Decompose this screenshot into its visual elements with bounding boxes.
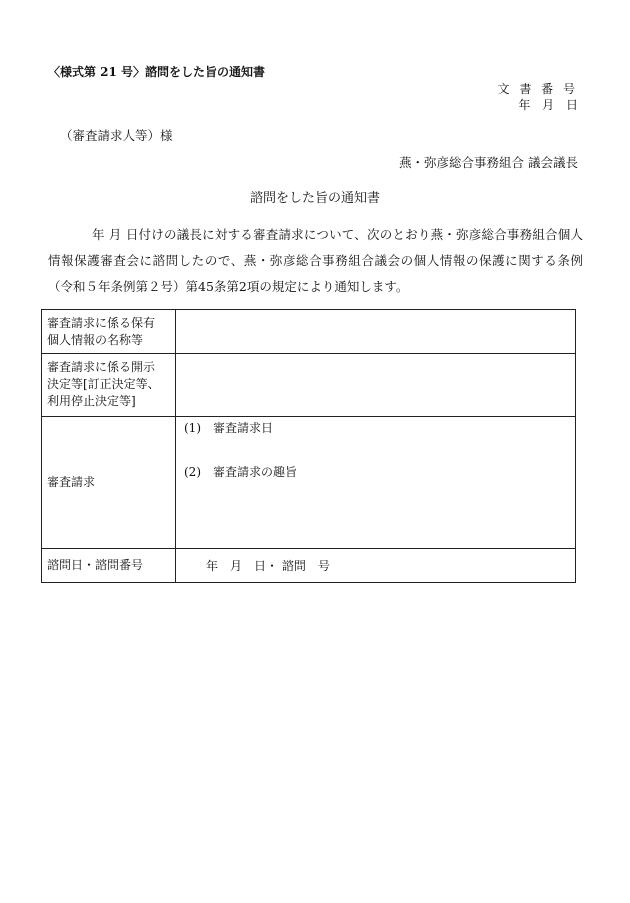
disclosure-decision-label-cell xyxy=(42,354,176,417)
document-date-label: 年 月 日 xyxy=(518,98,578,112)
table-row-disclosure-decision xyxy=(42,354,576,417)
personal-info-value-cell xyxy=(176,310,576,354)
notice-table xyxy=(41,309,576,583)
table-row-review-request xyxy=(42,417,576,549)
form-number-label: 〈様式第 21 号〉諮問をした旨の通知書 xyxy=(48,65,266,79)
inquiry-label: 諮問日・諮問番号 xyxy=(47,558,144,572)
personal-info-label-cell xyxy=(42,310,176,354)
body-paragraph: 年 月 日付けの議長に対する審査請求について、次のとおり燕・弥彦総合事務組合個人情報保護審査会に諮問したので、燕・弥彦総合事務組合議会の個人情報の保護に関する条例（令和５年条例第２号）第45条第2項の規定により通知します。 xyxy=(48,227,583,294)
review-request-value-cell xyxy=(176,417,576,549)
disclosure-decision-label-line-1: 審査請求に係る開示 xyxy=(47,360,156,374)
review-request-label-cell xyxy=(42,417,176,549)
disclosure-decision-value-cell xyxy=(176,354,576,417)
inquiry-label-cell xyxy=(42,549,176,583)
document-title: 諮問をした旨の通知書 xyxy=(249,191,380,206)
personal-info-label-line-2: 個人情報の名称等 xyxy=(47,333,144,347)
review-request-date-item: (1) 審査請求日 xyxy=(184,421,273,435)
inquiry-value-cell xyxy=(176,549,576,583)
review-request-label: 審査請求 xyxy=(47,475,96,489)
personal-info-label-line-1: 審査請求に係る保有 xyxy=(47,316,156,330)
inquiry-value: 年 月 日・ 諮問 号 xyxy=(206,559,330,573)
table-row-personal-info xyxy=(42,310,576,354)
review-request-purpose-item: (2) 審査請求の趣旨 xyxy=(184,465,297,479)
disclosure-decision-label-line-3: 利用停止決定等] xyxy=(47,394,136,408)
sender-name: 燕・弥彦総合事務組合 議会議長 xyxy=(399,155,578,170)
table-row-inquiry xyxy=(42,549,576,583)
addressee: （審査請求人等）様 xyxy=(60,128,173,143)
disclosure-decision-label-line-2: 決定等[訂正決定等、 xyxy=(47,377,160,391)
document-number-label: 文 書 番 号 xyxy=(497,82,578,96)
